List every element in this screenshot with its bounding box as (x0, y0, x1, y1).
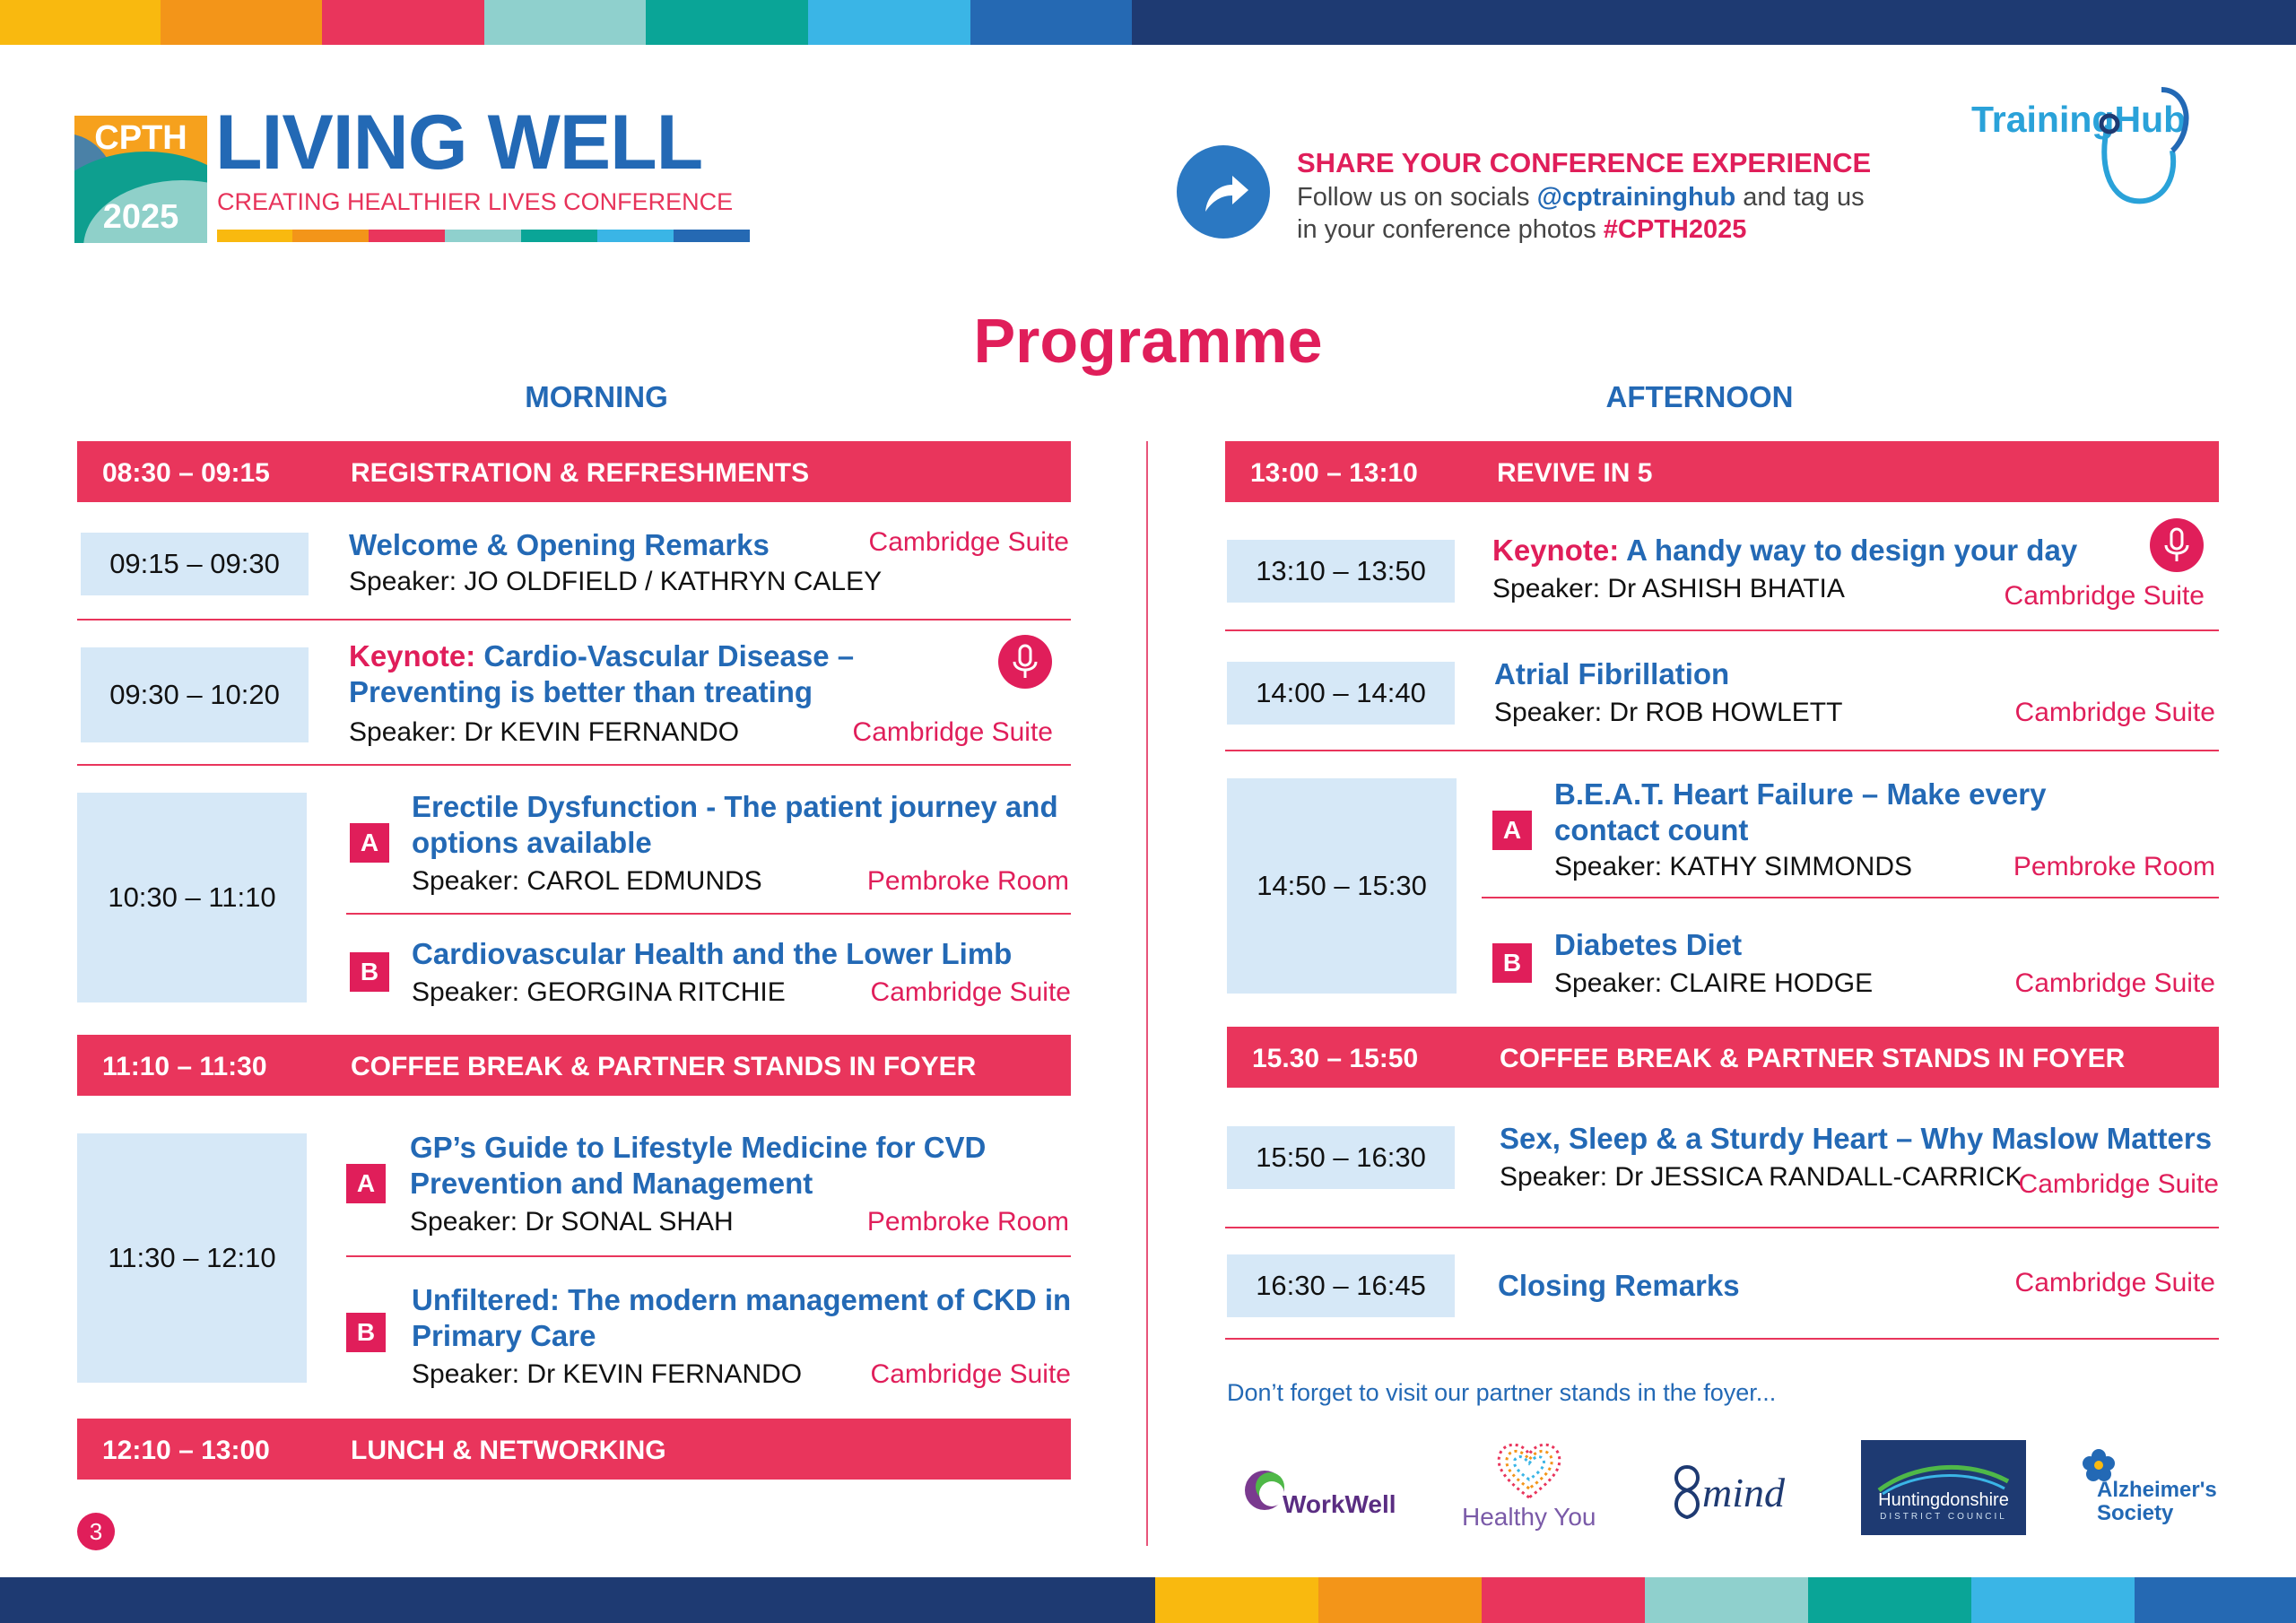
session-speaker: Speaker: Dr KEVIN FERNANDO (349, 717, 740, 747)
mind-text: mind (1702, 1470, 1785, 1515)
huntingdonshire-text: Huntingdonshire (1878, 1490, 2009, 1510)
session-title: Sex, Sleep & a Sturdy Heart – Why Maslow Matters (1500, 1122, 2213, 1155)
page-number: 3 (77, 1513, 115, 1550)
row-divider (1225, 750, 2219, 751)
session-speaker: Speaker: Dr ROB HOWLETT (1494, 698, 1843, 727)
session-title-line2: options available (412, 826, 652, 859)
time-slot: 09:30 – 10:20 (81, 647, 309, 742)
column-divider (1146, 441, 1148, 1546)
bar-time: 12:10 – 13:00 (102, 1436, 270, 1465)
session-room: Pembroke Room (866, 1207, 1069, 1237)
programme-title: Programme (973, 306, 1323, 376)
bar-time: 08:30 – 09:15 (102, 458, 270, 488)
row-divider (1482, 897, 2219, 898)
stripe-segment (646, 0, 808, 45)
stripe-segment (1318, 1577, 1482, 1623)
session-room: Cambridge Suite (870, 977, 1071, 1007)
share-title: SHARE YOUR CONFERENCE EXPERIENCE (1297, 147, 1872, 178)
session-room: Cambridge Suite (2014, 698, 2215, 727)
session-title: Diabetes Diet (1554, 928, 1743, 961)
microphone-icon (998, 635, 1052, 689)
stripe-segment (322, 0, 484, 45)
session-room: Cambridge Suite (2014, 968, 2215, 998)
bar-time: 11:10 – 11:30 (102, 1052, 267, 1081)
stripe-segment (970, 0, 1133, 45)
row-divider (77, 619, 1071, 621)
stripe-segment (1971, 1577, 2135, 1623)
bottom-color-stripe (0, 1577, 2296, 1623)
row-divider (1225, 1227, 2219, 1228)
track-a-badge: A (346, 1164, 386, 1203)
share-line-1: Follow us on socials @cptraininghub and tag us (1297, 183, 1865, 212)
session-speaker: Speaker: CAROL EDMUNDS (412, 866, 762, 896)
session-title: Welcome & Opening Remarks (349, 528, 770, 561)
session-title: Erectile Dysfunction - The patient journey and (412, 790, 1058, 823)
stripe-segment (2135, 1577, 2296, 1623)
stripe-segment (1155, 1577, 1318, 1623)
time-slot: 09:15 – 09:30 (81, 533, 309, 595)
healthy-you-text: Healthy You (1462, 1503, 1596, 1531)
coffee-break-bar (77, 1035, 1071, 1096)
session-title: Keynote: Cardio-Vascular Disease – (349, 639, 855, 673)
lunch-bar (77, 1419, 1071, 1480)
session-speaker: Speaker: Dr ASHISH BHATIA (1492, 574, 1845, 603)
mind-logo (1665, 1460, 1808, 1523)
track-b-badge: B (350, 952, 389, 992)
stripe-segment (161, 0, 323, 45)
session-speaker: Speaker: Dr KEVIN FERNANDO (412, 1359, 803, 1389)
logo-cpth-text: CPTH (94, 119, 187, 157)
session-room: Cambridge Suite (2014, 1268, 2215, 1298)
track-a-badge: A (1492, 811, 1532, 850)
session-room: Cambridge Suite (868, 527, 1069, 557)
session-speaker: Speaker: KATHY SIMMONDS (1554, 852, 1912, 881)
session-speaker: Speaker: CLAIRE HODGE (1554, 968, 1874, 998)
registration-bar (77, 441, 1071, 502)
session-room: Cambridge Suite (870, 1359, 1071, 1389)
bar-time: 15.30 – 15:50 (1252, 1044, 1419, 1073)
alzheimers-text: Alzheimer's (2097, 1478, 2217, 1502)
track-b-badge: B (1492, 943, 1532, 983)
bar-label: LUNCH & NETWORKING (351, 1436, 666, 1465)
time-slot: 11:30 – 12:10 (77, 1133, 307, 1383)
session-room: Pembroke Room (2013, 852, 2215, 881)
row-divider (77, 764, 1071, 766)
morning-heading: MORNING (525, 380, 668, 413)
stripe-segment (1808, 1577, 1971, 1623)
session-title-line2: Prevention and Management (410, 1167, 813, 1200)
row-divider (1225, 1338, 2219, 1340)
time-slot: 14:00 – 14:40 (1227, 662, 1455, 725)
bar-label: REGISTRATION & REFRESHMENTS (351, 458, 810, 488)
workwell-logo (1238, 1463, 1399, 1517)
huntingdonshire-subtext: DISTRICT COUNCIL (1880, 1512, 2007, 1522)
session-title-line2: contact count (1554, 813, 1749, 846)
time-slot: 10:30 – 11:10 (77, 793, 307, 1002)
stripe-segment (0, 0, 161, 45)
time-slot: 13:10 – 13:50 (1227, 540, 1455, 603)
session-speaker: Speaker: GEORGINA RITCHIE (412, 977, 786, 1007)
session-room: Pembroke Room (866, 866, 1069, 896)
stripe-segment (808, 0, 970, 45)
conference-title: LIVING WELL (215, 100, 703, 186)
bar-label: REVIVE IN 5 (1497, 458, 1653, 488)
bar-label: COFFEE BREAK & PARTNER STANDS IN FOYER (351, 1052, 977, 1081)
session-title: Unfiltered: The modern management of CKD in (412, 1283, 1072, 1316)
workwell-text: WorkWell (1283, 1490, 1396, 1518)
stripe-segment (484, 0, 647, 45)
stethoscope-icon (2072, 81, 2206, 215)
session-speaker: Speaker: Dr JESSICA RANDALL-CARRICK (1500, 1162, 2023, 1192)
session-speaker: Speaker: Dr SONAL SHAH (410, 1207, 734, 1237)
heart-icon (1493, 1438, 1565, 1501)
track-b-badge: B (346, 1313, 386, 1352)
stripe-segment (1645, 1577, 1808, 1623)
bar-time: 13:00 – 13:10 (1250, 458, 1418, 488)
session-title: Closing Remarks (1498, 1269, 1740, 1302)
session-room: Cambridge Suite (2004, 581, 2205, 611)
row-divider (346, 913, 1071, 915)
keynote-label: Keynote: (1492, 534, 1620, 567)
top-color-stripe (0, 0, 2296, 45)
title-color-underline (217, 230, 750, 242)
logo-year-text: 2025 (102, 198, 179, 236)
huntingdonshire-logo (1861, 1440, 2026, 1535)
session-title-line2: Preventing is better than treating (349, 675, 813, 708)
stripe-segment (0, 1577, 1155, 1623)
hashtag: #CPTH2025 (1603, 215, 1747, 244)
keynote-label: Keynote: (349, 639, 476, 673)
time-slot: 14:50 – 15:30 (1227, 778, 1457, 994)
coffee-break-bar (1227, 1027, 2219, 1088)
session-title: Keynote: A handy way to design your day (1492, 534, 2078, 567)
healthy-you-logo (1462, 1438, 1596, 1533)
row-divider (346, 1255, 1071, 1257)
session-title: B.E.A.T. Heart Failure – Make every (1554, 777, 2047, 811)
time-slot: 15:50 – 16:30 (1227, 1126, 1455, 1189)
session-room: Cambridge Suite (2018, 1169, 2219, 1199)
revive-bar (1225, 441, 2219, 502)
microphone-icon (2150, 518, 2204, 572)
partner-stands-note: Don’t forget to visit our partner stands in the foyer... (1227, 1379, 1777, 1406)
stripe-segment (1482, 1577, 1645, 1623)
session-room: Cambridge Suite (852, 717, 1053, 747)
bar-label: COFFEE BREAK & PARTNER STANDS IN FOYER (1500, 1044, 2126, 1073)
afternoon-heading: AFTERNOON (1605, 380, 1794, 413)
row-divider (1225, 629, 2219, 631)
training-hub-logo-text: TrainingHub (1971, 99, 2187, 140)
society-text: Society (2097, 1501, 2174, 1525)
stripe-segment (1132, 0, 2296, 45)
social-handle: @cptraininghub (1536, 183, 1736, 212)
session-speaker: Speaker: JO OLDFIELD / KATHRYN CALEY (349, 567, 883, 596)
conference-subtitle: CREATING HEALTHIER LIVES CONFERENCE (217, 188, 734, 215)
share-icon (1177, 145, 1270, 239)
session-title: Atrial Fibrillation (1494, 657, 1730, 690)
alzheimers-society-logo (2074, 1445, 2217, 1526)
time-slot: 16:30 – 16:45 (1227, 1254, 1455, 1317)
cpth-2025-logo (74, 116, 207, 243)
session-title: GP’s Guide to Lifestyle Medicine for CVD (410, 1131, 987, 1164)
session-title-line2: Primary Care (412, 1319, 596, 1352)
track-a-badge: A (350, 823, 389, 863)
share-line-2: in your conference photos #CPTH2025 (1297, 215, 1747, 244)
session-title: Cardiovascular Health and the Lower Limb (412, 937, 1013, 970)
